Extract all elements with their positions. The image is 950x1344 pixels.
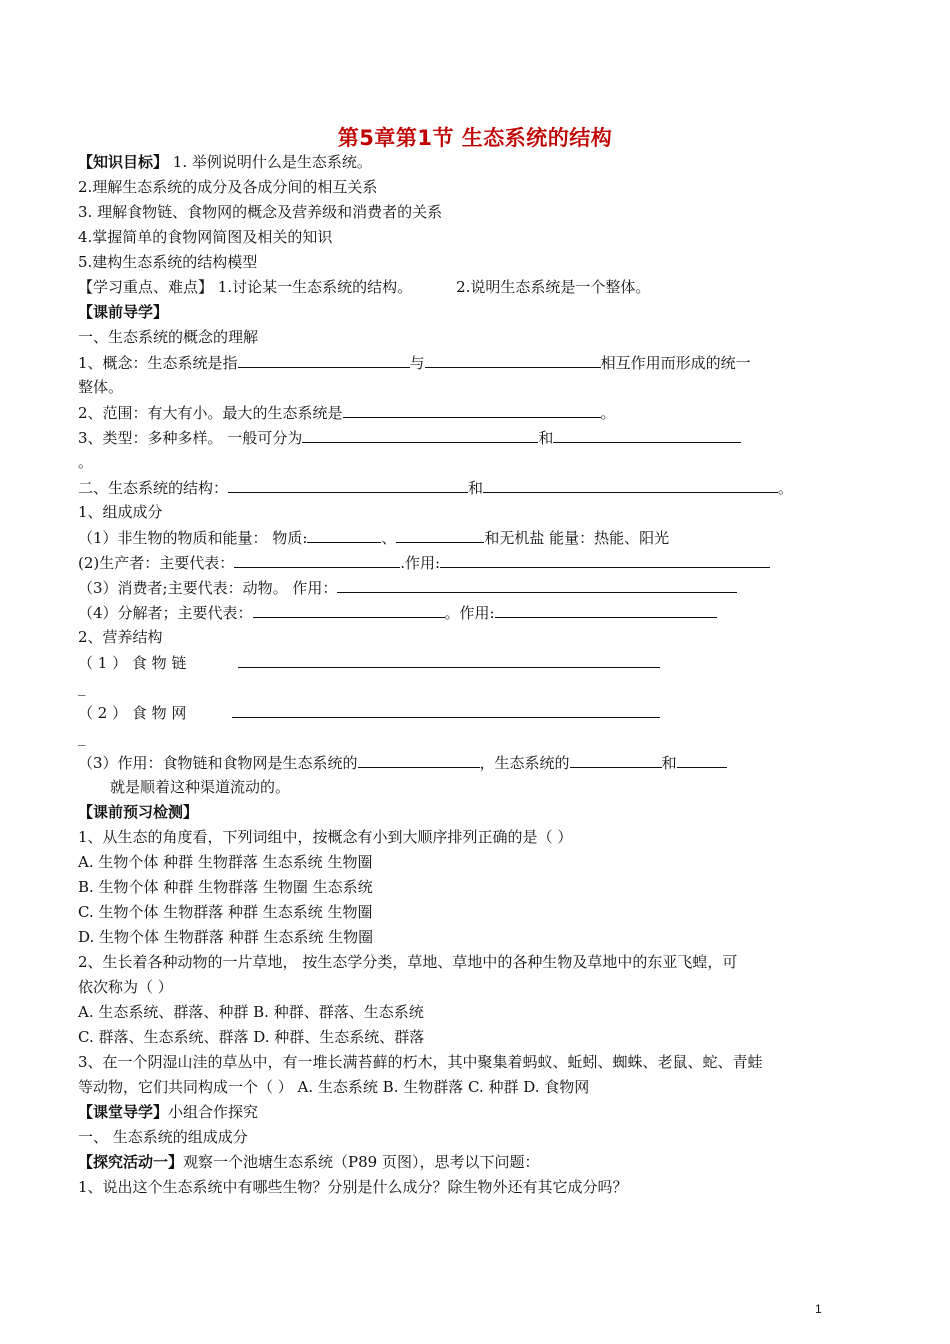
blank-structure-2[interactable] [483, 477, 778, 493]
question-1: 1、从生态的角度看，下列词组中，按概念有小到大顺序排列正确的是（ ） [78, 828, 573, 846]
range-end: 。 [600, 404, 616, 422]
food-chain-dash: _ [78, 678, 86, 696]
function-text: （3）作用：食物链和食物网是生态系统的 [78, 754, 358, 772]
q1-option-d: D. 生物个体 生物群落 种群 生态系统 生物圈 [78, 928, 374, 946]
structure-and: 和 [468, 479, 484, 497]
structure-line [78, 477, 793, 498]
composition-title: 1、组成成分 [78, 503, 163, 521]
blank-food-chain[interactable] [238, 652, 660, 668]
goal-4: 4.掌握简单的食物网简图及相关的知识 [78, 228, 333, 246]
goal-3: 3. 理解食物链、食物网的概念及营养级和消费者的关系 [78, 203, 443, 221]
question-2-cont: 依次称为（ ） [78, 978, 173, 996]
activity-question-1: 1、说出这个生态系统中有哪些生物？分别是什么成分？除生物外还有其它成分吗？ [78, 1178, 628, 1196]
range-line [78, 402, 616, 423]
type-end: 。 [78, 453, 94, 471]
type-and: 和 [538, 429, 554, 447]
page-title: 第5章第1节 生态系统的结构 [337, 126, 613, 150]
q1-option-a: A. 生物个体 种群 生物群落 生态系统 生物圈 [78, 853, 373, 871]
q2-options-ab: A. 生态系统、群落、种群 B. 种群、群落、生态系统 [78, 1003, 424, 1021]
blank-type-1[interactable] [302, 427, 538, 443]
class-section-1: 一、 生态系统的组成成分 [78, 1128, 248, 1146]
goal-2: 2.理解生态系统的成分及各成分间的相互关系 [78, 178, 378, 196]
question-3-cont: 等动物，它们共同构成一个（ ） A. 生态系统 B. 生物群落 C. 种群 D. 食物网 [78, 1078, 590, 1096]
key-point-1: 1.讨论某一生态系统的结构。 [213, 278, 413, 296]
decomposer-text: （4）分解者；主要代表： [78, 604, 253, 622]
type-line [78, 427, 741, 448]
blank-concept-2[interactable] [425, 352, 601, 368]
function-line [78, 752, 727, 773]
blank-decomposer-rep[interactable] [253, 602, 445, 618]
goals-line-1 [78, 152, 372, 172]
blank-consumer-role[interactable] [337, 577, 737, 593]
producer-line [78, 552, 770, 573]
question-2: 2、生长着各种动物的一片草地， 按生态学分类，草地、草地中的各种生物及草地中的东亚飞蝗，可 [78, 953, 738, 971]
abiotic-line [78, 527, 669, 548]
key-point-2: 2.说明生态系统是一个整体。 [456, 278, 651, 296]
concept-text: 1、概念：生态系统是指 [78, 354, 238, 372]
activity-line [78, 1152, 539, 1172]
food-chain-label: （ 1 ） 食 物 链 [78, 654, 187, 672]
producer-text: (2)生产者：主要代表： [78, 554, 235, 572]
structure-end: 。 [778, 479, 794, 497]
blank-function-1[interactable] [358, 752, 480, 768]
blank-function-3[interactable] [677, 752, 727, 768]
class-header-sub: 小组合作探究 [168, 1103, 259, 1121]
blank-producer-rep[interactable] [234, 552, 400, 568]
key-points-line [78, 277, 650, 297]
consumer-text: （3）消费者;主要代表：动物。 作用： [78, 579, 338, 597]
blank-producer-role[interactable] [440, 552, 770, 568]
blank-structure-1[interactable] [228, 477, 468, 493]
function-text-2: ，生态系统的 [479, 754, 570, 772]
concept-whole: 整体。 [78, 378, 124, 396]
q1-option-c: C. 生物个体 生物群落 种群 生态系统 生物圈 [78, 903, 373, 921]
abiotic-text: （1）非生物的物质和能量： 物质: [78, 529, 308, 547]
food-chain-line [78, 652, 660, 673]
preview-header: 【课前导学】 [78, 303, 169, 321]
class-header: 【课堂导学】 [78, 1103, 169, 1121]
consumer-line [78, 577, 737, 598]
q2-options-cd: C. 群落、生态系统、群落 D. 种群、生态系统、群落 [78, 1028, 425, 1046]
trophic-title: 2、营养结构 [78, 628, 163, 646]
food-web-line [78, 702, 660, 723]
food-web-dash: _ [78, 728, 86, 746]
structure-text: 二、生态系统的结构： [78, 479, 229, 497]
question-3: 3、在一个阴湿山洼的草丛中，有一堆长满苔藓的朽木，其中聚集着蚂蚁、蚯蚓、蜘蛛、老鼠、蛇、青蛙 [78, 1053, 763, 1071]
decomposer-role-label: 。作用: [444, 604, 495, 622]
abiotic-tail: 和无机盐 能量：热能、阳光 [484, 529, 670, 547]
goal-1: 1. 举例说明什么是生态系统。 [168, 153, 372, 171]
range-text: 2、范围：有大有小。最大的生态系统是 [78, 404, 343, 422]
blank-function-2[interactable] [570, 752, 662, 768]
blank-matter-2[interactable] [396, 527, 484, 543]
concept-line [78, 352, 751, 373]
abiotic-sep: 、 [381, 529, 397, 547]
concept-and: 与 [409, 354, 425, 372]
page-number: 1 [815, 1302, 822, 1316]
key-label: 【学习重点、难点】 [78, 278, 214, 296]
blank-matter-1[interactable] [307, 527, 381, 543]
check-header: 【课前预习检测】 [78, 803, 199, 821]
function-and: 和 [661, 754, 677, 772]
blank-type-2[interactable] [553, 427, 741, 443]
goal-5: 5.建构生态系统的结构模型 [78, 253, 258, 271]
blank-food-web[interactable] [232, 702, 660, 718]
blank-decomposer-role[interactable] [495, 602, 717, 618]
activity-label: 【探究活动一】 [78, 1153, 184, 1171]
q1-option-b: B. 生物个体 种群 生物群落 生物圈 生态系统 [78, 878, 373, 896]
activity-text: 观察一个池塘生态系统（P89 页图），思考以下问题： [183, 1153, 540, 1171]
decomposer-line [78, 602, 717, 623]
producer-role-label: .作用: [400, 554, 441, 572]
food-web-label: （ 2 ） 食 物 网 [78, 704, 187, 722]
concept-tail: 相互作用而形成的统一 [600, 354, 751, 372]
type-text: 3、类型：多种多样。 一般可分为 [78, 429, 303, 447]
blank-range[interactable] [343, 402, 601, 418]
goals-label: 【知识目标】 [78, 153, 169, 171]
blank-concept-1[interactable] [238, 352, 410, 368]
function-tail: 就是顺着这种渠道流动的。 [110, 778, 291, 796]
section-1-title: 一、生态系统的概念的理解 [78, 328, 259, 346]
class-header-line [78, 1102, 258, 1122]
